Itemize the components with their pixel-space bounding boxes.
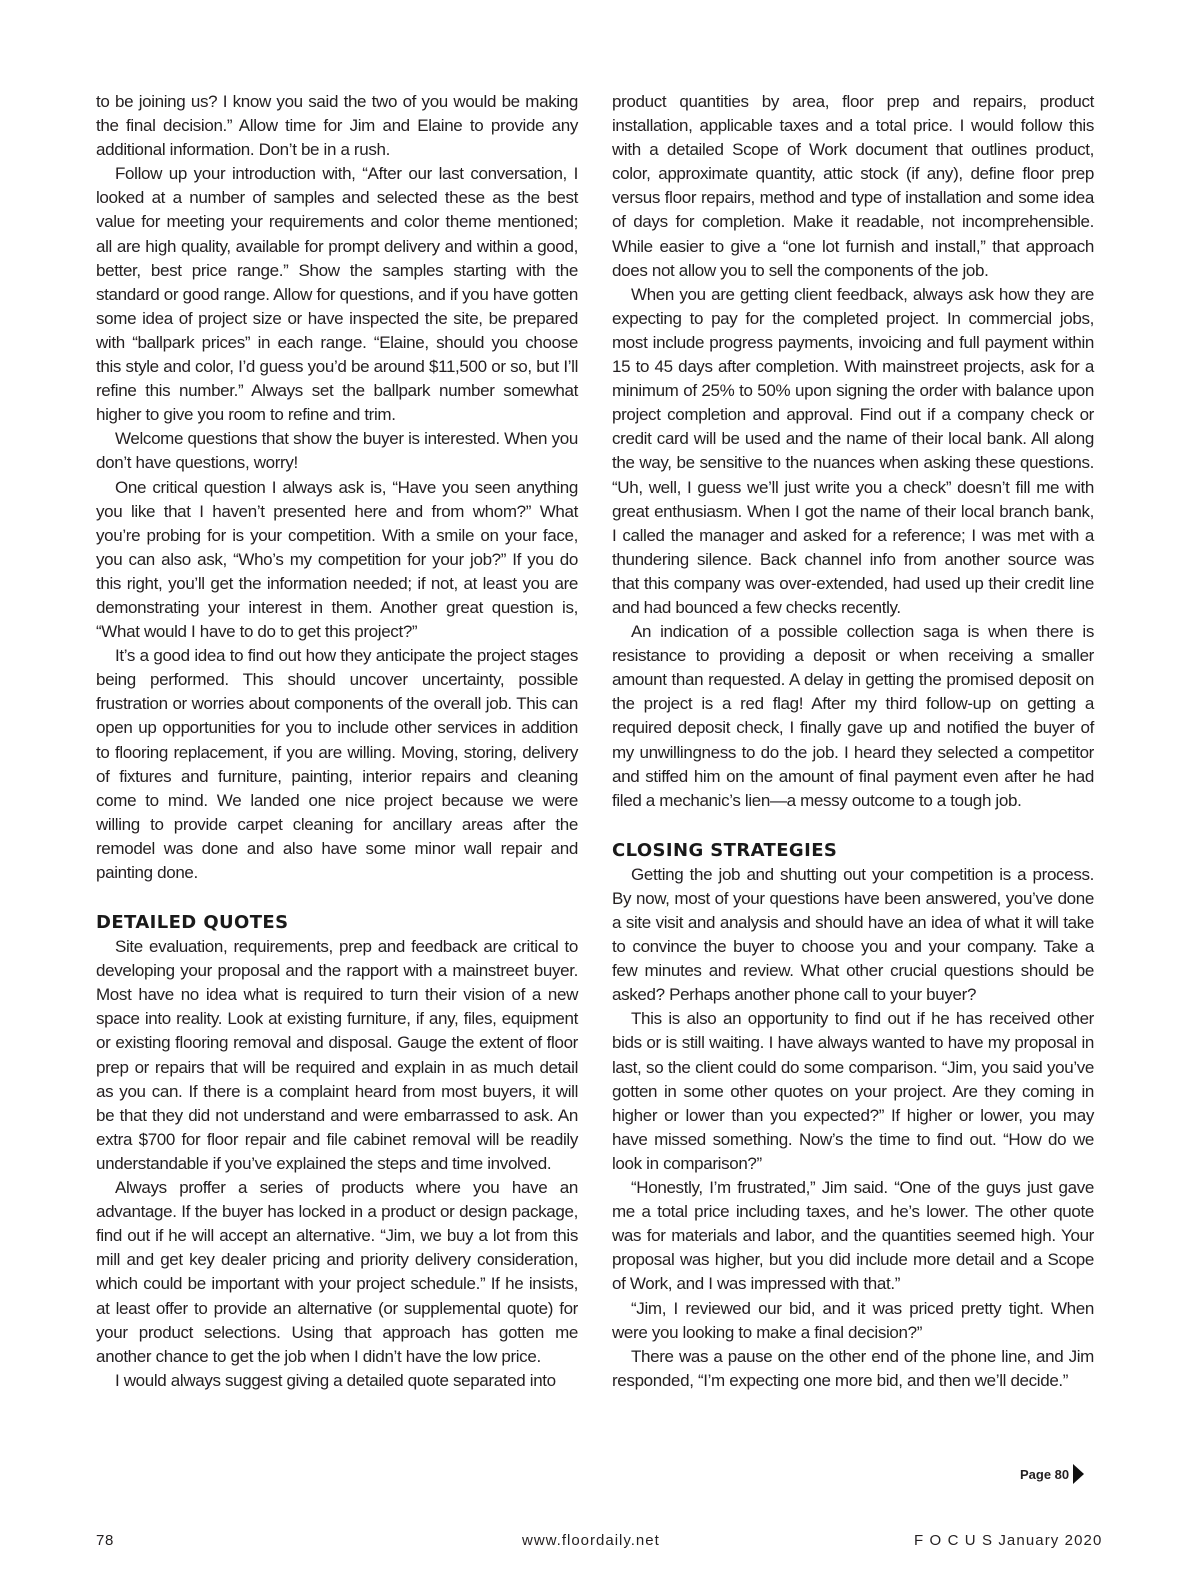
paragraph: Site evaluation, requirements, prep and feedback are critical to developing your proposal and the rapport with a mainstreet buyer. Most have no idea what is required to turn their vision of a new space into reality. Look at existing furniture, if any, files, equipment or existing flooring removal and disposal. Gauge the extent of floor prep or repairs that will be required and explain in as much detail as you can. If there is a complaint heard from most buyers, it will be that they did not understand and were embarrassed to ask. An extra $700 for floor repair and file cabinet removal will be readily understandable if you’ve explained the steps and time involved.	[96, 937, 578, 1173]
paragraph: An indication of a possible collection saga is when there is resistance to providing a deposit or when receiving a smaller amount than requested. A delay in getting the promised deposit on the project is a red flag! After my third follow-up on getting a required deposit check, I finally gave up and notified the buyer of my unwillingness to do the job. I heard they selected a competitor and stiffed him on the amount of final payment even after he had filed a mechanic’s lien—a messy outcome to a tough job.	[612, 622, 1094, 810]
continued-label: Page 80	[1020, 1466, 1070, 1482]
paragraph: Follow up your introduction with, “After our last conversation, I looked at a number of samples and selected these as the best value for meeting your requirements and color theme mentioned; all are high quality, available for prompt delivery and within a good, better, best price range.” Show the samples starting with the standard or good range. Allow for questions, and if you have gotten some idea of project size or have inspected the site, be prepared with “ballpark prices” in each range. “Elaine, should you choose this style and color, I’d guess you’d be around $11,500 or so, but I’ll refine this number.” Always set the ballpark number somewhat higher to give you room to refine and trim.	[96, 164, 578, 425]
paragraph: There was a pause on the other end of the phone line, and Jim responded, “I’m expecting one more bid, and then we’ll decide.”	[612, 1346, 1094, 1390]
page-number: 78	[96, 1532, 114, 1549]
left-column	[96, 90, 578, 1393]
footer-url: www.floordaily.net	[522, 1532, 660, 1549]
section-heading-detailed-quotes: DETAILED QUOTES	[96, 912, 289, 934]
paragraph: I would always suggest giving a detailed quote separated into	[115, 1370, 556, 1390]
paragraph: Getting the job and shutting out your competition is a process. By now, most of your questions have been answered, you’ve done a site visit and analysis and should have an idea of what it will take to convince the buyer to choose you and your company. Take a few minutes and review. What other crucial questions should be asked? Perhaps another phone call to your buyer?	[612, 864, 1094, 1005]
paragraph: This is also an opportunity to find out if he has received other bids or is still waiting. I have always wanted to have my proposal in last, so the client could do some comparison. “Jim, you said you’ve gotten in some other quotes on your project. Are they coming in higher or lower than you expected?” If higher or lower, you may have missed something. Now’s the time to find out. “How do we look in comparison?”	[612, 1009, 1094, 1173]
paragraph: “Honestly, I’m frustrated,” Jim said. “One of the guys just gave me a total price including taxes, and he’s lower. The other quote was for materials and labor, and the quantities seemed high. Your proposal was higher, but you did include more detail and a Scope of Work, and I was impressed with that.”	[612, 1178, 1094, 1294]
paragraph: “Jim, I reviewed our bid, and it was priced pretty tight. When were you looking to make a final decision?”	[612, 1298, 1094, 1342]
play-triangle-icon	[1073, 1464, 1084, 1484]
right-column	[612, 90, 1094, 1393]
paragraph: One critical question I always ask is, “Have you seen anything you like that I haven’t presented here and from whom?” What you’re probing for is your competition. With a smile on your face, you can also ask, “Who’s my competition for your job?” If you do this right, you’ll get the information needed; if not, at least you are demonstrating your interest in them. Another great question is, “What would I have to do to get this project?”	[96, 477, 578, 642]
paragraph: When you are getting client feedback, always ask how they are expecting to pay for the completed project. In commercial jobs, most include progress payments, invoicing and full payment within 15 to 45 days after completion. With mainstreet projects, ask for a minimum of 25% to 50% upon signing the order with balance upon project completion and approval. Find out if a company check or credit card will be used and the name of their local bank. All along the way, be sensitive to the nuances when asking these questions. “Uh, well, I guess we’ll just write you a check” doesn’t fill me with great enthusiasm. When I got the name of their local branch bank, I called the manager and asked for a reference; I was met with a thundering silence. Back channel info from another source was that this company was over-extended, had used up their credit line and had bounced a few checks recently.	[612, 284, 1094, 617]
paragraph: to be joining us? I know you said the two of you would be making the final decision.” Allow time for Jim and Elaine to provide any additional information. Don’t be in a rush.	[96, 92, 578, 160]
paragraph: Welcome questions that show the buyer is interested. When you don’t have questions, worry!	[96, 429, 578, 473]
paragraph: It’s a good idea to find out how they anticipate the project stages being performed. This should uncover uncertainty, possible frustration or worries about components of the overall job. This can open up opportunities for you to include other services in addition to flooring replacement, if you are willing. Moving, storing, delivery of fixtures and furniture, painting, interior repairs and cleaning come to mind. We landed one nice project because we were willing to provide carpet cleaning for ancillary areas after the remodel was done and also have some minor wall repair and painting done.	[96, 646, 578, 882]
paragraph: product quantities by area, floor prep and repairs, product installation, applicable taxes and a total price. I would follow this with a detailed Scope of Work document that outlines product, color, approximate quantity, attic stock (if any), define floor prep versus floor repairs, method and type of installation and some idea of days for completion. Make it readable, not incomprehensible. While easier to give a “one lot furnish and install,” that approach does not allow you to sell the components of the job.	[612, 92, 1094, 280]
section-heading-closing-strategies: CLOSING STRATEGIES	[612, 839, 838, 861]
footer-issue: F O C U S January 2020	[914, 1532, 1103, 1549]
continued-on-page-link[interactable]	[1020, 1464, 1084, 1484]
paragraph: Always proffer a series of products where you have an advantage. If the buyer has locked in a product or design package, find out if he will accept an alternative. “Jim, we buy a lot from this mill and get key dealer pricing and priority delivery consideration, which could be important with your project schedule.” If he insists, at least offer to provide an alternative (or supplemental quote) for your product selections. Using that approach has gotten me another chance to get the job when I didn’t have the low price.	[96, 1178, 578, 1366]
